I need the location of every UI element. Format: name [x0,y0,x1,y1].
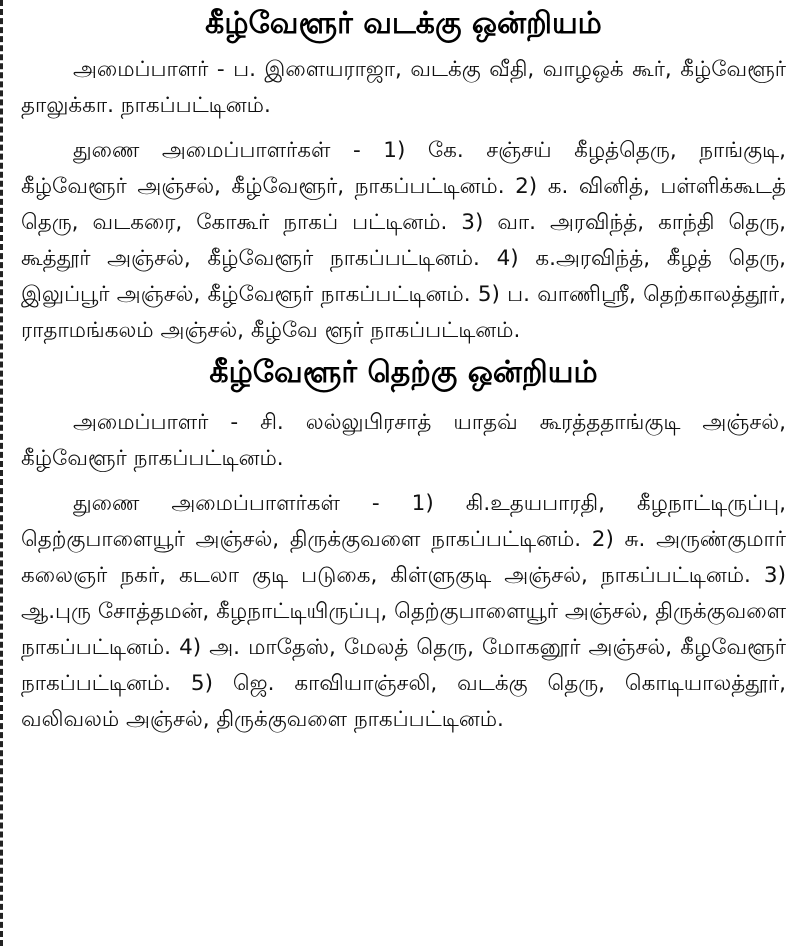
deputy-convenors-paragraph: துணை அமைப்பாளர்கள் - 1) கி.உதயபாரதி, கீழநாட்டிருப்பு, தெற்குபாளையூர் அஞ்சல், திருக்குவளை நாகப்பட்டினம். 2) சு. அருண்குமார் கலைஞர் நகர், கடலா குடி படுகை, கிள்ளுகுடி அஞ்சல், நாகப்பட்டினம். 3) ஆ.புரு சோத்தமன், கீழநாட்டியிருப்பு, தெற்குபாளையூர் அஞ்சல், திருக்குவளை நாகப்பட்டினம். 4) அ. மாதேஸ், மேலத் தெரு, மோகனூர் அஞ்சல், கீழவேளூர் நாகப்பட்டினம். 5) ஜெ. காவியாஞ்சலி, வடக்கு தெரு, கொடியாலத்தூர், வலிவலம் அஞ்சல், திருக்குவளை நாகப்பட்டினம். [21,491,786,732]
deputy-convenors-paragraph: துணை அமைப்பாளர்கள் - 1) கே. சஞ்சய் கீழத்தெரு, நாங்குடி, கீழ்வேளூர் அஞ்சல், கீழ்வேளூர், நாகப்பட்டினம். 2) க. வினித், பள்ளிக்கூடத் தெரு, வடகரை, கோகூர் நாகப் பட்டினம். 3) வா. அரவிந்த், காந்தி தெரு, கூத்தூர் அஞ்சல், கீழ்வேளூர் நாகப்பட்டினம். 4) க.அரவிந்த், கீழத் தெரு, இலுப்பூர் அஞ்சல், கீழ்வேளூர் நாகப்பட்டினம். 5) ப. வாணிஸ்ரீ, தெற்காலத்தூர், ராதாமங்கலம் அஞ்சல், கீழ்வே ளூர் நாகப்பட்டினம். [21,138,786,343]
convenor-paragraph: அமைப்பாளர் - ப. இளையராஜா, வடக்கு வீதி, வாழஒக் கூர், கீழ்வேளூர் தாலுக்கா. நாகப்பட்டினம். [21,57,786,118]
section-heading: கீழ்வேளூர் தெற்கு ஒன்றியம் [209,355,598,390]
section-kilvelur-north [21,0,786,349]
section-heading: கீழ்வேளூர் வடக்கு ஒன்றியம் [205,6,602,41]
convenor-paragraph: அமைப்பாளர் - சி. லல்லுபிரசாத் யாதவ் கூரத்ததாங்குடி அஞ்சல், கீழ்வேளூர் நாகப்பட்டினம். [21,410,786,471]
section-kilvelur-south [21,351,786,738]
